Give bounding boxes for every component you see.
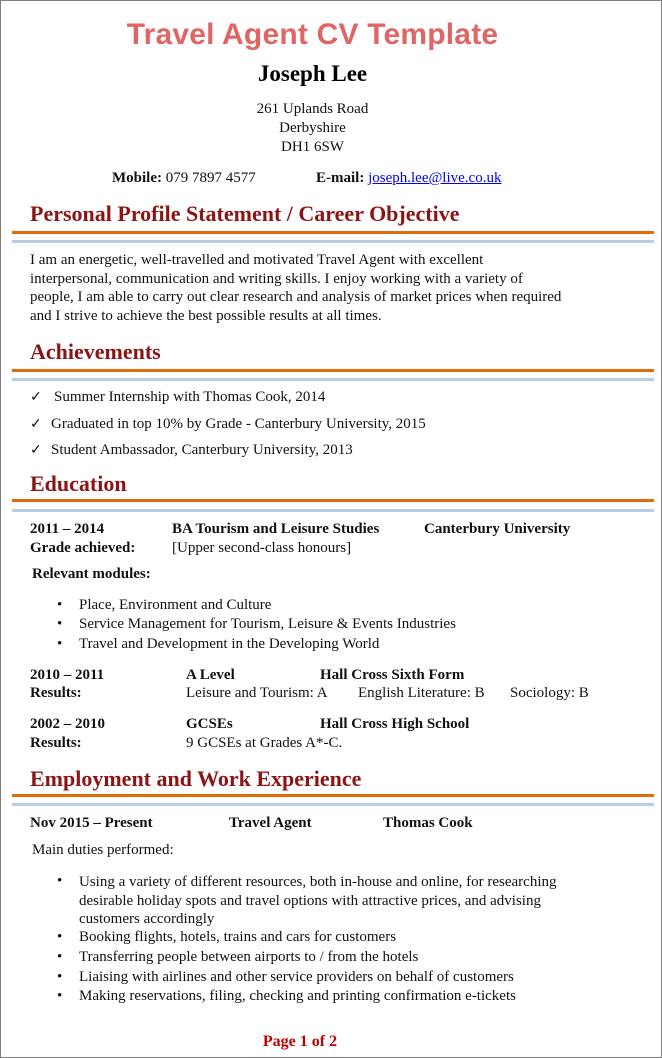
bullet-icon: • bbox=[57, 636, 63, 652]
section-heading-employment: Employment and Work Experience bbox=[30, 766, 362, 791]
duty-item: Liaising with airlines and other service providers on behalf of customers bbox=[79, 969, 514, 985]
profile-line: people, I am able to carry out clear research and analysis of market prices when required bbox=[30, 289, 562, 305]
contact-mobile bbox=[112, 170, 256, 187]
bullet-icon: • bbox=[57, 969, 63, 985]
job-dates: Nov 2015 – Present bbox=[30, 815, 153, 831]
section-heading-profile: Personal Profile Statement / Career Objective bbox=[30, 201, 460, 226]
gcse-institution: Hall Cross High School bbox=[320, 716, 470, 732]
alevel-result: Sociology: B bbox=[510, 685, 589, 701]
profile-line: and I strive to achieve the best possible results at all times. bbox=[30, 307, 382, 324]
job-role: Travel Agent bbox=[229, 815, 312, 831]
document-title: Travel Agent CV Template bbox=[126, 18, 499, 51]
gcse-results: 9 GCSEs at Grades A*-C. bbox=[186, 735, 343, 751]
address-line-2: Derbyshire bbox=[279, 120, 346, 136]
grade-label: Grade achieved: bbox=[30, 540, 136, 556]
section-heading-achievements: Achievements bbox=[30, 339, 161, 364]
check-icon: ✓ bbox=[30, 417, 42, 432]
section-rule-blue bbox=[12, 803, 654, 806]
duty-line: customers accordingly bbox=[79, 911, 215, 927]
check-icon: ✓ bbox=[30, 390, 42, 405]
section-rule-orange bbox=[12, 794, 654, 797]
bullet-icon: • bbox=[57, 988, 63, 1004]
module-item: Place, Environment and Culture bbox=[79, 597, 272, 613]
duty-line: Using a variety of different resources, both in-house and online, for researching bbox=[79, 874, 557, 890]
section-rule-orange bbox=[12, 499, 654, 502]
module-item: Travel and Development in the Developing World bbox=[79, 636, 380, 652]
section-heading-education: Education bbox=[30, 471, 127, 496]
duty-item: Making reservations, filing, checking and printing confirmation e-tickets bbox=[79, 988, 516, 1004]
profile-line: interpersonal, communication and writing skills. I enjoy working with a variety of bbox=[30, 270, 523, 287]
alevel-institution: Hall Cross Sixth Form bbox=[320, 667, 465, 683]
gcse-results-label: Results: bbox=[30, 735, 82, 751]
section-rule-orange bbox=[12, 231, 654, 234]
profile-line: I am an energetic, well-travelled and motivated Travel Agent with excellent bbox=[30, 252, 484, 268]
duty-line: desirable holiday spots and travel options with attractive prices, and advising bbox=[79, 892, 541, 909]
section-rule-orange bbox=[12, 369, 654, 372]
degree-institution: Canterbury University bbox=[424, 521, 571, 537]
address-line-1: 261 Uplands Road bbox=[256, 101, 369, 117]
section-rule-blue bbox=[12, 240, 654, 243]
achievement-item: Summer Internship with Thomas Cook, 2014 bbox=[54, 389, 326, 405]
degree-course: BA Tourism and Leisure Studies bbox=[172, 521, 380, 537]
section-rule-blue bbox=[12, 509, 654, 512]
degree-dates: 2011 – 2014 bbox=[30, 521, 105, 537]
alevel-qualification: A Level bbox=[186, 667, 235, 683]
alevel-result: Leisure and Tourism: A bbox=[186, 685, 328, 701]
job-company: Thomas Cook bbox=[383, 815, 473, 831]
email-link[interactable]: joseph.lee@live.co.uk bbox=[368, 170, 502, 186]
achievement-item: Graduated in top 10% by Grade - Canterbury University, 2015 bbox=[51, 416, 426, 432]
profile-statement bbox=[30, 251, 620, 325]
duty-item: Transferring people between airports to / from the hotels bbox=[79, 949, 419, 965]
alevel-result: English Literature: B bbox=[358, 685, 485, 701]
duties-label: Main duties performed: bbox=[32, 842, 174, 858]
bullet-icon: • bbox=[57, 873, 63, 889]
bullet-icon: • bbox=[57, 929, 63, 945]
check-icon: ✓ bbox=[30, 443, 42, 458]
address-line-3: DH1 6SW bbox=[281, 139, 344, 155]
duty-item bbox=[79, 873, 556, 929]
gcse-dates: 2002 – 2010 bbox=[30, 716, 105, 732]
bullet-icon: • bbox=[57, 949, 63, 965]
alevel-results-label: Results: bbox=[30, 685, 82, 701]
bullet-icon: • bbox=[57, 616, 63, 632]
module-item: Service Management for Tourism, Leisure & Events Industries bbox=[79, 616, 456, 632]
mobile-value: 079 7897 4577 bbox=[165, 170, 256, 186]
gcse-qualification: GCSEs bbox=[186, 716, 233, 732]
contact-email bbox=[316, 170, 501, 187]
section-rule-blue bbox=[12, 378, 654, 381]
mobile-label: Mobile: bbox=[112, 170, 162, 186]
modules-label: Relevant modules: bbox=[32, 566, 151, 582]
achievement-item: Student Ambassador, Canterbury University, 2013 bbox=[51, 442, 353, 458]
bullet-icon: • bbox=[57, 597, 63, 613]
alevel-dates: 2010 – 2011 bbox=[30, 667, 105, 683]
candidate-name: Joseph Lee bbox=[257, 61, 368, 86]
page-number: Page 1 of 2 bbox=[262, 1033, 338, 1050]
duty-item: Booking flights, hotels, trains and cars for customers bbox=[79, 929, 397, 945]
email-label: E-mail: bbox=[316, 170, 365, 186]
grade-value: [Upper second-class honours] bbox=[172, 540, 352, 556]
